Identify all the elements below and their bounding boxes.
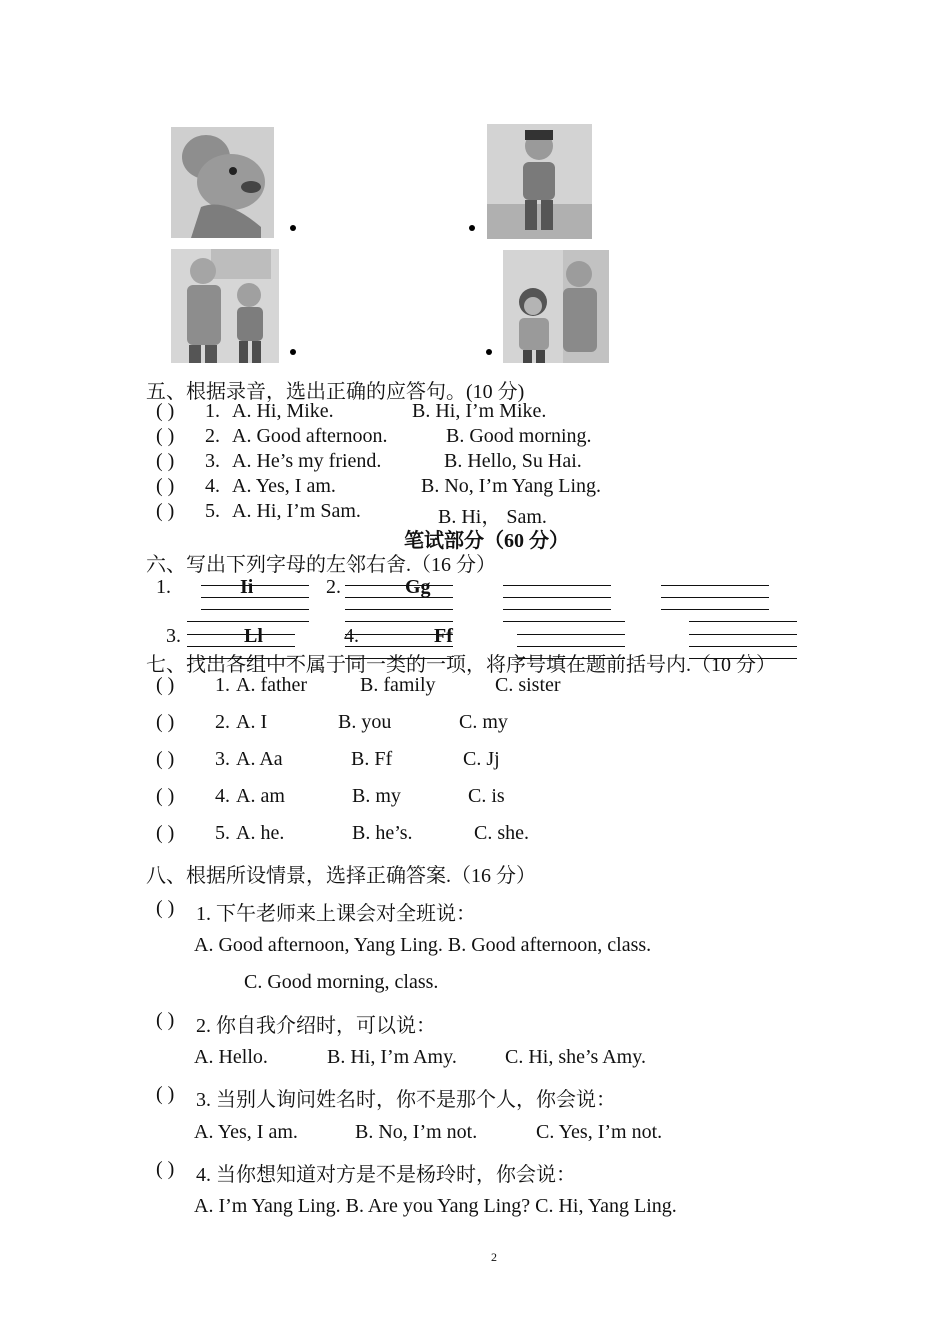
writing-line[interactable] — [345, 585, 453, 586]
writing-line[interactable] — [689, 646, 797, 647]
writing-line[interactable] — [345, 597, 453, 598]
question-number: 4. — [344, 625, 359, 647]
answer-bracket[interactable]: ( ) — [156, 711, 175, 733]
section8-title: 八、根据所设情景，选择正确答案.（16 分） — [146, 865, 536, 887]
option-b: B. you — [338, 711, 392, 733]
writing-line[interactable] — [201, 585, 309, 586]
writing-line[interactable] — [689, 621, 797, 622]
answer-bracket[interactable]: ( ) — [156, 425, 175, 447]
writing-line[interactable] — [517, 634, 625, 635]
question-number: 4. — [205, 475, 220, 497]
answer-bracket[interactable]: ( ) — [156, 785, 175, 807]
option-a: A. father — [236, 674, 308, 696]
written-part-header: 笔试部分（60 分） — [404, 530, 569, 552]
options-line: A. Good afternoon, Yang Ling. B. Good afternoon, class. — [194, 934, 652, 956]
list-item — [156, 450, 174, 473]
question-number: 5. — [205, 500, 220, 522]
letter-prompt: Ll — [244, 625, 263, 647]
option-a: A. am — [236, 785, 285, 807]
question-number: 2. — [215, 711, 230, 733]
writing-line[interactable] — [503, 609, 611, 610]
answer-bracket[interactable]: ( ) — [156, 897, 175, 919]
writing-line[interactable] — [345, 621, 453, 622]
question-number: 5. — [215, 822, 230, 844]
writing-line[interactable] — [517, 646, 625, 647]
section6-title: 六、写出下列字母的左邻右舍.（16 分） — [146, 554, 496, 576]
options-line: C. Good morning, class. — [244, 971, 439, 993]
option-a: A. Yes, I am. — [194, 1121, 298, 1143]
list-item — [156, 500, 174, 523]
option-a: A. Yes, I am. — [232, 475, 336, 497]
letter-prompt: Gg — [405, 576, 431, 598]
option-a: A. Hi, I’m Sam. — [232, 500, 361, 522]
options-line: A. I’m Yang Ling. B. Are you Yang Ling? C. Hi, Yang Ling. — [194, 1195, 677, 1217]
option-b: B. my — [352, 785, 401, 807]
option-a: A. He’s my friend. — [232, 450, 382, 472]
question-text: 3. 当别人询问姓名时，你不是那个人，你会说： — [196, 1089, 616, 1111]
answer-bracket[interactable]: ( ) — [156, 674, 175, 696]
mouse-picture — [171, 127, 274, 238]
writing-line[interactable] — [661, 597, 769, 598]
writing-line[interactable] — [661, 585, 769, 586]
writing-line[interactable] — [187, 646, 295, 647]
question-number: 3. — [205, 450, 220, 472]
page-number: 2 — [491, 1250, 497, 1264]
writing-line[interactable] — [187, 634, 295, 635]
question-number: 4. — [215, 785, 230, 807]
writing-line[interactable] — [201, 609, 309, 610]
option-b: B. he’s. — [352, 822, 413, 844]
father-son-picture — [171, 249, 279, 363]
option-a: A. Good afternoon. — [232, 425, 388, 447]
option-b: B. No, I’m not. — [355, 1121, 478, 1143]
option-c: C. Yes, I’m not. — [536, 1121, 663, 1143]
question-number: 2. — [326, 576, 341, 598]
option-a: A. he. — [236, 822, 285, 844]
option-a: A. Hi, Mike. — [232, 400, 334, 422]
option-b: B. Hello, Su Hai. — [444, 450, 582, 472]
writing-line[interactable] — [503, 585, 611, 586]
answer-bracket[interactable]: ( ) — [156, 450, 175, 472]
answer-bracket[interactable]: ( ) — [156, 1009, 175, 1031]
answer-bracket[interactable]: ( ) — [156, 748, 175, 770]
section5-title: 五、根据录音，选出正确的应答句。(10 分) — [146, 381, 525, 403]
question-number: 3. — [215, 748, 230, 770]
option-b: B. No, I’m Yang Ling. — [421, 475, 602, 497]
answer-bracket[interactable]: ( ) — [156, 822, 175, 844]
question-number: 3. — [166, 625, 181, 647]
option-b: B. Hi， Sam. — [438, 506, 547, 528]
writing-line[interactable] — [689, 634, 797, 635]
answer-bracket[interactable]: ( ) — [156, 400, 175, 422]
question-text: 2. 你自我介绍时，可以说： — [196, 1015, 436, 1037]
girl-mother-picture — [503, 250, 609, 363]
list-item — [156, 475, 174, 498]
option-c: C. is — [468, 785, 505, 807]
list-item — [156, 425, 174, 448]
letter-prompt: Ff — [434, 625, 453, 647]
option-c: C. Hi, she’s Amy. — [505, 1046, 646, 1068]
match-dot — [469, 225, 475, 231]
writing-line[interactable] — [503, 621, 625, 622]
writing-line[interactable] — [201, 597, 309, 598]
answer-bracket[interactable]: ( ) — [156, 1158, 175, 1180]
answer-bracket[interactable]: ( ) — [156, 500, 175, 522]
option-c: C. my — [459, 711, 508, 733]
writing-line[interactable] — [345, 609, 453, 610]
writing-line[interactable] — [503, 597, 611, 598]
question-text: 1. 下午老师来上课会对全班说： — [196, 903, 476, 925]
option-a: A. Aa — [236, 748, 283, 770]
question-text: 4. 当你想知道对方是不是杨玲时，你会说： — [196, 1164, 576, 1186]
match-dot — [290, 225, 296, 231]
question-number: 2. — [205, 425, 220, 447]
answer-bracket[interactable]: ( ) — [156, 475, 175, 497]
answer-bracket[interactable]: ( ) — [156, 1083, 175, 1105]
list-item — [156, 400, 174, 423]
option-b: B. Ff — [351, 748, 393, 770]
writing-line[interactable] — [187, 621, 309, 622]
boy-picture — [487, 124, 592, 239]
question-number: 1. — [205, 400, 220, 422]
option-b: B. Hi, I’m Amy. — [327, 1046, 457, 1068]
option-b: B. family — [360, 674, 436, 696]
option-c: C. sister — [495, 674, 561, 696]
match-dot — [486, 349, 492, 355]
question-number: 1. — [215, 674, 230, 696]
writing-line[interactable] — [345, 634, 453, 635]
option-a: A. I — [236, 711, 268, 733]
option-b: B. Hi, I’m Mike. — [412, 400, 547, 422]
writing-line[interactable] — [345, 646, 453, 647]
option-a: A. Hello. — [194, 1046, 268, 1068]
writing-line[interactable] — [661, 609, 769, 610]
section7-title: 七、找出各组中不属于同一类的一项，将序号填在题前括号内.（10 分） — [146, 654, 776, 676]
option-c: C. she. — [474, 822, 529, 844]
letter-prompt: Ii — [240, 576, 254, 598]
option-b: B. Good morning. — [446, 425, 592, 447]
option-c: C. Jj — [463, 748, 500, 770]
match-dot — [290, 349, 296, 355]
question-number: 1. — [156, 576, 171, 598]
